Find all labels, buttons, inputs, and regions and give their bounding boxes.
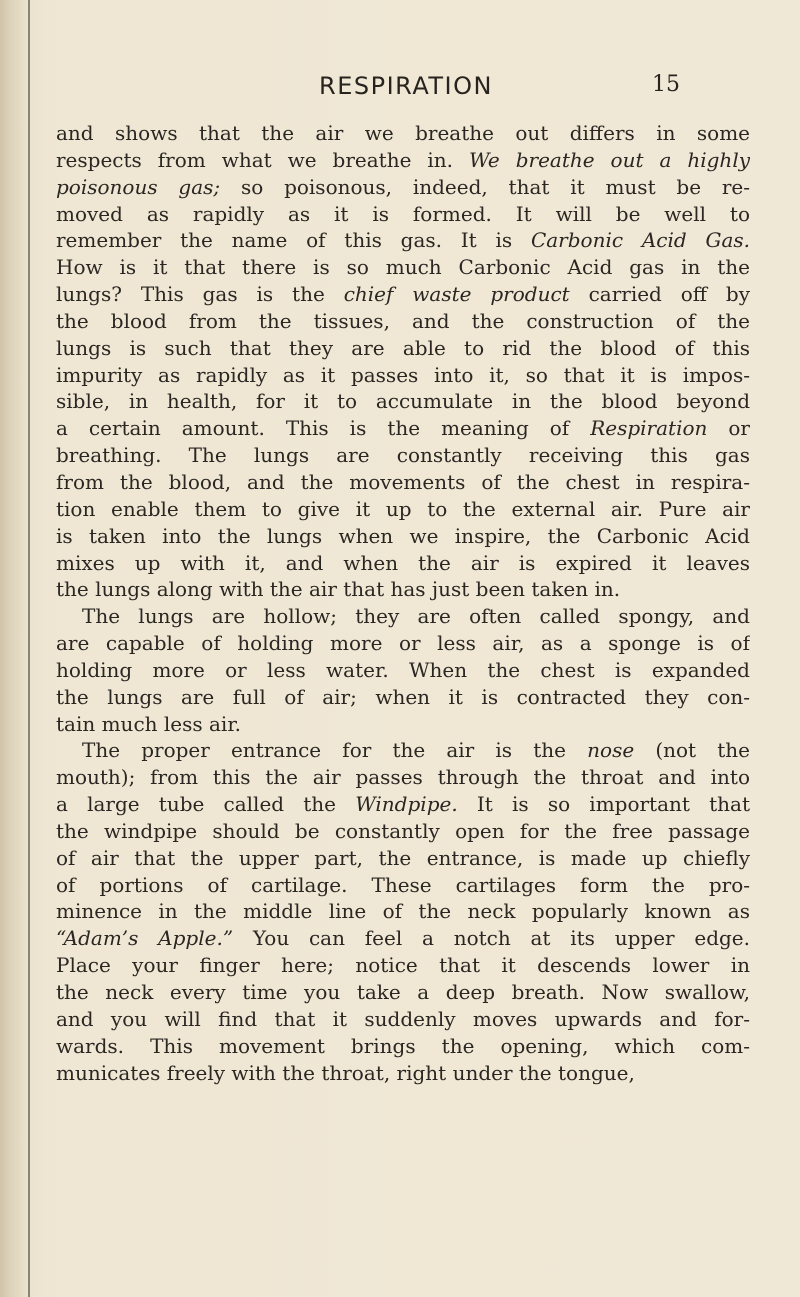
text-run: the lungs along with the air that has just been taken in. bbox=[56, 577, 621, 602]
text-line bbox=[56, 764, 750, 791]
text-line bbox=[56, 630, 750, 657]
text-run: a large tube called the bbox=[56, 792, 356, 817]
text-run: moved as rapidly as it is formed. It will be well to bbox=[56, 201, 750, 226]
italic-text-run: Respiration bbox=[590, 416, 708, 441]
text-run: the neck every time you take a deep breath. Now swallow, bbox=[56, 980, 750, 1004]
text-run: are capable of holding more or less air, as a sponge is of bbox=[56, 631, 750, 656]
text-line bbox=[56, 576, 750, 603]
text-line bbox=[56, 120, 750, 147]
text-run: a certain amount. This is the meaning of bbox=[56, 416, 591, 441]
italic-text-run: Windpipe. bbox=[355, 792, 458, 817]
text-run: respects from what we breathe in. bbox=[56, 147, 469, 172]
text-run: from the blood, and the movements of the chest in respira- bbox=[56, 469, 750, 494]
text-line bbox=[56, 227, 750, 254]
paragraph bbox=[56, 737, 750, 1086]
text-line bbox=[56, 1006, 750, 1033]
text-line bbox=[56, 872, 750, 899]
text-run: tain much less air. bbox=[56, 711, 242, 736]
text-run: remember the name of this gas. It is bbox=[56, 228, 531, 253]
text-line bbox=[56, 791, 750, 818]
text-line bbox=[56, 1060, 750, 1087]
text-run: breathing. The lungs are constantly receiving this gas bbox=[56, 443, 750, 468]
text-line bbox=[56, 174, 750, 201]
italic-text-run: We breathe out a highly bbox=[468, 147, 750, 172]
text-line bbox=[56, 496, 750, 523]
text-line bbox=[56, 201, 750, 228]
text-run: municates freely with the throat, right under the tongue, bbox=[56, 1060, 635, 1085]
text-run: It is so important that bbox=[457, 792, 750, 817]
text-run: The proper entrance for the air is the bbox=[82, 738, 588, 763]
paragraph bbox=[56, 120, 750, 603]
text-line bbox=[56, 818, 750, 845]
text-run: lungs? This gas is the bbox=[56, 282, 344, 307]
text-line bbox=[56, 335, 750, 362]
page-number: 15 bbox=[652, 72, 680, 97]
text-run: sible, in health, for it to accumulate in the blood beyond bbox=[56, 389, 750, 414]
running-head bbox=[0, 72, 800, 106]
italic-text-run: nose bbox=[587, 738, 635, 763]
text-run: the blood from the tissues, and the construction of the bbox=[56, 308, 750, 333]
text-line bbox=[56, 898, 750, 925]
text-run: mouth); from this the air passes through the throat and into bbox=[56, 765, 750, 790]
text-run: is taken into the lungs when we inspire, the Carbonic Acid bbox=[56, 523, 750, 548]
text-line bbox=[56, 281, 750, 308]
text-line bbox=[56, 737, 750, 764]
paragraph bbox=[56, 603, 750, 737]
text-run: so poisonous, indeed, that it must be re- bbox=[220, 174, 750, 199]
text-run: the windpipe should be constantly open for the free passage bbox=[56, 818, 750, 843]
italic-text-run: Carbonic Acid Gas. bbox=[530, 228, 750, 253]
body-text bbox=[56, 120, 750, 1086]
text-run: (not the bbox=[634, 738, 750, 763]
text-line bbox=[56, 711, 750, 738]
text-run: Place your finger here; notice that it descends lower in bbox=[56, 953, 750, 978]
text-run: minence in the middle line of the neck popularly known as bbox=[56, 899, 750, 924]
text-line bbox=[56, 442, 750, 469]
text-line bbox=[56, 845, 750, 872]
text-line bbox=[56, 147, 750, 174]
text-line bbox=[56, 603, 750, 630]
text-run: the lungs are full of air; when it is contracted they con- bbox=[56, 684, 750, 709]
text-run: tion enable them to give it up to the external air. Pure air bbox=[56, 496, 750, 521]
text-line bbox=[56, 388, 750, 415]
text-line bbox=[56, 415, 750, 442]
text-line bbox=[56, 254, 750, 281]
text-run: and shows that the air we breathe out differs in some bbox=[56, 121, 750, 145]
italic-text-run: “Adam’s Apple.” bbox=[56, 926, 234, 951]
text-run: wards. This movement brings the opening, which com- bbox=[56, 1033, 750, 1058]
text-run: of portions of cartilage. These cartilages form the pro- bbox=[56, 872, 750, 897]
text-run: mixes up with it, and when the air is expired it leaves bbox=[56, 550, 750, 575]
italic-text-run: poisonous gas; bbox=[56, 174, 221, 199]
text-run: or bbox=[707, 416, 750, 441]
text-line bbox=[56, 469, 750, 496]
text-line bbox=[56, 684, 750, 711]
text-line bbox=[56, 925, 750, 952]
text-run: lungs is such that they are able to rid the blood of this bbox=[56, 335, 750, 360]
text-run: How is it that there is so much Carbonic Acid gas in the bbox=[56, 255, 750, 280]
text-line bbox=[56, 657, 750, 684]
text-run: holding more or less water. When the chest is expanded bbox=[56, 657, 750, 682]
text-line bbox=[56, 308, 750, 335]
text-run: impurity as rapidly as it passes into it, so that it is impos- bbox=[56, 362, 750, 387]
text-run: The lungs are hollow; they are often called spongy, and bbox=[82, 604, 750, 629]
text-run: and you will find that it suddenly moves upwards and for- bbox=[56, 1006, 750, 1031]
text-line bbox=[56, 979, 750, 1006]
text-line bbox=[56, 1033, 750, 1060]
text-line bbox=[56, 952, 750, 979]
text-run: carried off by bbox=[569, 282, 750, 307]
running-title: RESPIRATION bbox=[319, 72, 493, 100]
text-line bbox=[56, 550, 750, 577]
text-run: of air that the upper part, the entrance, is made up chiefly bbox=[56, 845, 750, 870]
text-line bbox=[56, 362, 750, 389]
italic-text-run: chief waste product bbox=[343, 282, 570, 307]
text-line bbox=[56, 523, 750, 550]
page-gutter-edge bbox=[28, 0, 38, 1297]
text-run: You can feel a notch at its upper edge. bbox=[233, 926, 750, 951]
